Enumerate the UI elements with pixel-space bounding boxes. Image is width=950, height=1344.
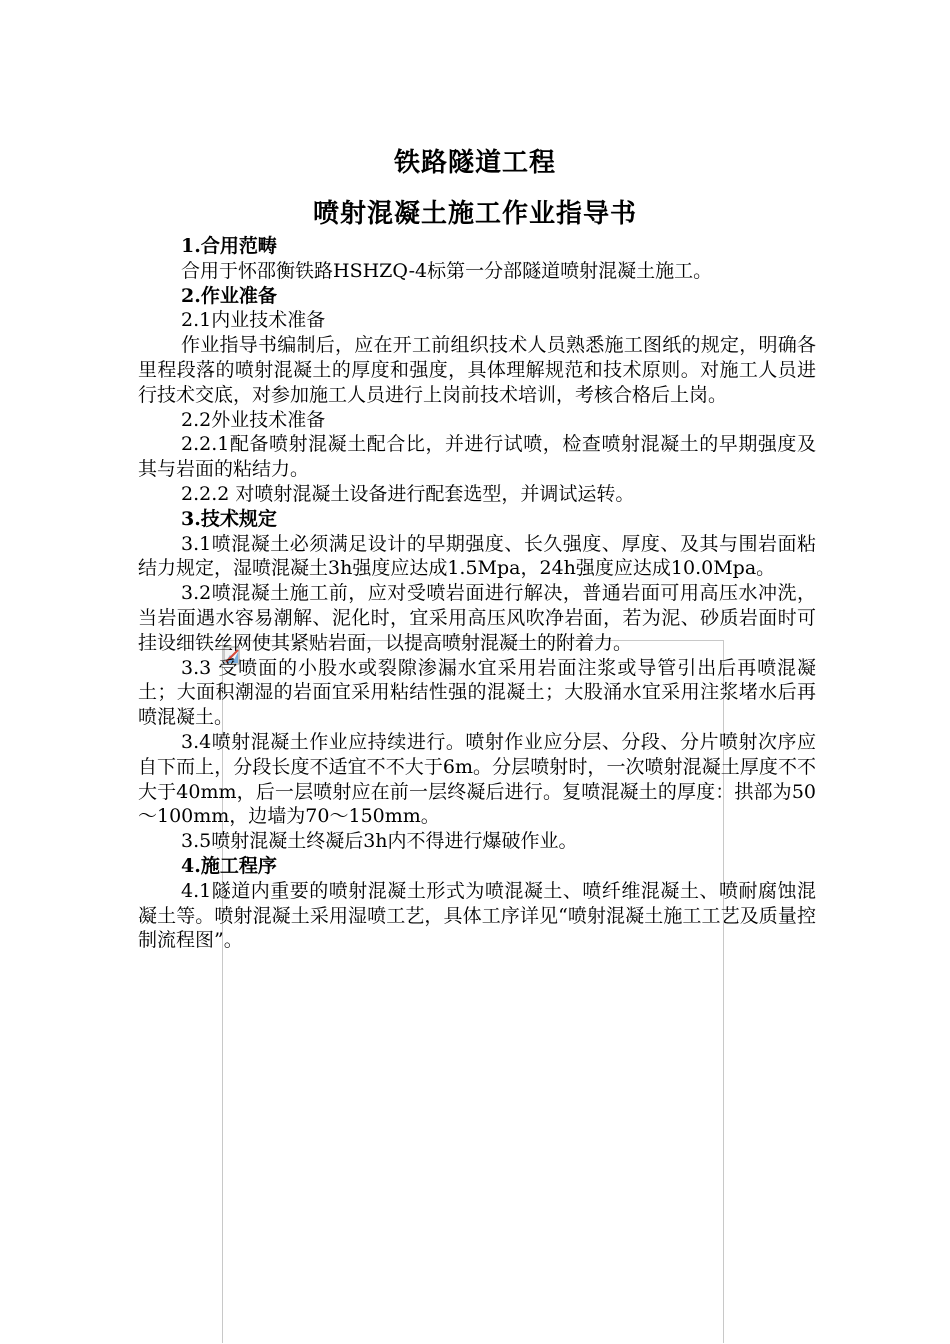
section-heading: 3.技术规定	[181, 507, 277, 530]
paragraph: 2.2外业技术准备	[181, 408, 326, 431]
paragraph: 3.2喷混凝土施工前，应对受喷岩面进行解决，普通岩面可用高压水冲洗，当岩面遇水容易潮解、泥化时，宜采用高压风吹净岩面，若为泥、砂质岩面时可挂设细铁丝网使其紧贴岩面，以提高喷射混凝土的附着力。	[138, 582, 816, 654]
document-subtitle: 喷射混凝土施工作业指导书	[312, 199, 637, 229]
paragraph: 4.1隧道内重要的喷射混凝土形式为喷混凝土、喷纤维混凝土、喷耐腐蚀混凝土等。喷射混凝土采用湿喷工艺，具体工序详见“喷射混凝土施工工艺及质量控制流程图”。	[138, 879, 816, 952]
paragraph: 2.2.1配备喷射混凝土配合比，并进行试喷，检查喷射混凝土的早期强度及其与岩面的粘结力。	[138, 433, 816, 481]
paragraph: 3.1喷混凝土必须满足设计的早期强度、长久强度、厚度、及其与围岩面粘结力规定，湿喷混凝土3h强度应达成1.5Mpa，24h强度应达成10.0Mpa。	[138, 532, 816, 580]
document-body	[138, 234, 816, 953]
section-heading: 2.作业准备	[181, 284, 277, 307]
section-heading: 1.合用范畴	[181, 235, 277, 257]
paragraph: 作业指导书编制后，应在开工前组织技术人员熟悉施工图纸的规定，明确各里程段落的喷射混凝土的厚度和强度，具体理解规范和技术原则。对施工人员进行技术交底，对参加施工人员进行上岗前技术培训，考核合格后上岗。	[138, 334, 816, 406]
paragraph: 3.4喷射混凝土作业应持续进行。喷射作业应分层、分段、分片喷射次序应自下而上，分段长度不适宜不不大于6m。分层喷射时，一次喷射混凝土厚度不不大于40mm，后一层喷射应在前一层终凝后进行。复喷混凝土的厚度：拱部为50～100mm，边墙为70～150mm。	[138, 730, 816, 828]
paragraph: 合用于怀邵衡铁路HSHZQ-4标第一分部隧道喷射混凝土施工。	[181, 259, 713, 282]
section-heading: 4.施工程序	[181, 854, 277, 877]
paragraph: 2.2.2 对喷射混凝土设备进行配套选型，并调试运转。	[181, 482, 635, 505]
document-title: 铁路隧道工程	[393, 148, 556, 178]
paragraph: 3.3 受喷面的小股水或裂隙渗漏水宜采用岩面注浆或导管引出后再喷混凝土；大面积潮湿的岩面宜采用粘结性强的混凝土；大股涌水宜采用注浆堵水后再喷混凝土。	[138, 656, 816, 729]
paragraph: 2.1内业技术准备	[181, 309, 326, 332]
paragraph: 3.5喷射混凝土终凝后3h内不得进行爆破作业。	[181, 830, 578, 853]
